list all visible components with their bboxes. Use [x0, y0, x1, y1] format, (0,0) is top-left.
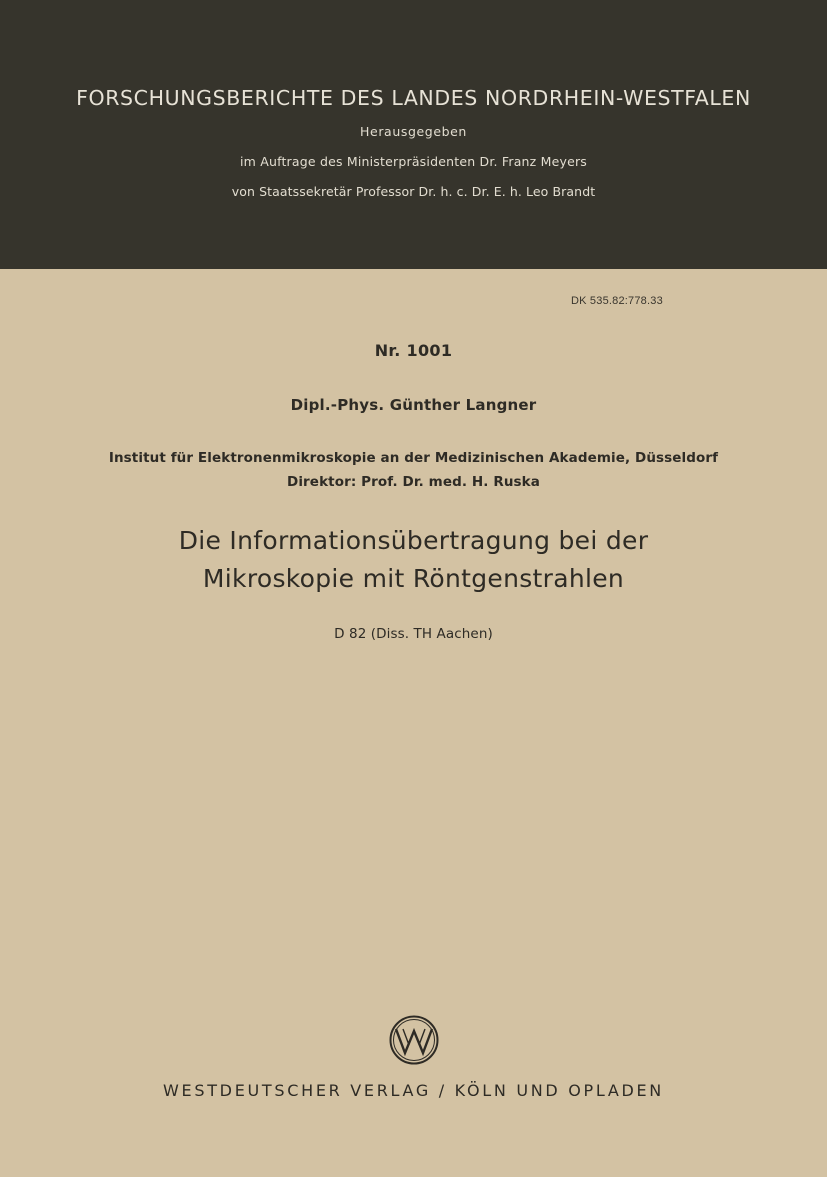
editor-line-3: von Staatssekretär Professor Dr. h. c. Dr. E. h. Leo Brandt: [231, 184, 596, 199]
editor-line-1: Herausgegeben: [360, 124, 467, 139]
header-band: [0, 0, 827, 269]
title-line-1: Die Informationsübertragung bei der: [178, 526, 649, 555]
title-line-2: Mikroskopie mit Röntgenstrahlen: [202, 564, 625, 593]
classification-number: DK 535.82:778.33: [571, 295, 663, 307]
editor-line-2: im Auftrage des Ministerpräsidenten Dr. Franz Meyers: [239, 154, 588, 169]
series-title: FORSCHUNGSBERICHTE DES LANDES NORDRHEIN-WESTFALEN: [76, 86, 751, 110]
institute: Institut für Elektronenmikroskopie an der Medizinischen Akademie, Düsseldorf: [108, 450, 719, 466]
publisher: WESTDEUTSCHER VERLAG / KÖLN UND OPLADEN: [163, 1081, 664, 1100]
director: Direktor: Prof. Dr. med. H. Ruska: [287, 474, 540, 490]
report-number: Nr. 1001: [374, 341, 453, 360]
wv-publisher-logo-icon: [388, 1014, 440, 1066]
author: Dipl.-Phys. Günther Langner: [290, 396, 537, 414]
dissertation-note: D 82 (Diss. TH Aachen): [334, 626, 493, 642]
